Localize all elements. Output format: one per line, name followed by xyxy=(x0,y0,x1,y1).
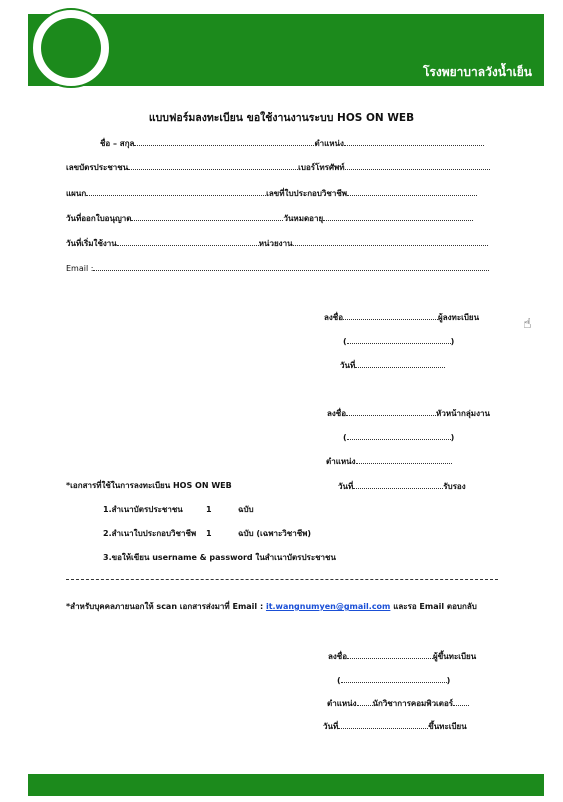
registrant-paren-close: ) xyxy=(450,337,455,346)
field-row-department xyxy=(66,186,477,200)
field-row-email xyxy=(66,261,489,273)
email-input[interactable] xyxy=(93,261,489,271)
registrar-position-label: ตำแหน่ง xyxy=(327,699,357,708)
registrar-date-row xyxy=(323,719,467,733)
registrant-sign-label: ลงชื่อ xyxy=(324,313,344,322)
head-name-row xyxy=(343,430,454,442)
registrant-name-input[interactable] xyxy=(347,334,451,344)
head-position-label: ตำแหน่ง xyxy=(326,457,356,466)
head-paren-close: ) xyxy=(450,433,455,442)
registrant-name-row xyxy=(343,334,454,346)
ministry-seal-icon xyxy=(31,8,111,88)
label-start-date: วันที่เริ่มใช้งาน xyxy=(66,239,117,248)
document-item-label: 1.สำเนาบัตรประชาชน xyxy=(103,505,183,514)
registrar-date-suffix: ขึ้นทะเบียน xyxy=(428,722,467,731)
registrar-date-label: วันที่ xyxy=(323,722,339,731)
registrar-sign-input[interactable] xyxy=(347,649,433,659)
registrant-date-input[interactable] xyxy=(355,358,445,368)
label-license-issue: วันที่ออกใบอนุญาต xyxy=(66,214,132,223)
license-issue-input[interactable] xyxy=(131,211,283,221)
registrant-sign-row xyxy=(324,310,479,324)
department-input[interactable] xyxy=(86,186,266,196)
hand-cursor-icon: ☝ xyxy=(523,316,532,332)
separator-line xyxy=(66,579,498,580)
unit-input[interactable] xyxy=(293,236,488,246)
label-position: ตำแหน่ง xyxy=(314,139,344,148)
contact-email-link[interactable]: it.wangnumyen@gmail.com xyxy=(265,602,391,611)
footer-bar xyxy=(28,774,544,796)
document-item-unit: ฉบับ xyxy=(238,505,254,514)
document-item-qty: 1 xyxy=(206,529,212,538)
label-phone: เบอร์โทรศัพท์ xyxy=(298,163,345,172)
head-sign-input[interactable] xyxy=(346,406,436,416)
registrar-date-input[interactable] xyxy=(338,719,428,729)
form-title: แบบฟอร์มลงทะเบียน ขอใช้งานงานระบบ HOS ON WEB xyxy=(148,112,415,124)
head-paren-open: ( xyxy=(343,433,347,442)
label-expiry: วันหมดอายุ xyxy=(283,214,324,223)
hospital-name: โรงพยาบาลวังน้ำเย็น xyxy=(422,65,532,79)
start-date-input[interactable] xyxy=(117,236,259,246)
document-item-2 xyxy=(103,527,311,540)
seal-emblem xyxy=(41,18,101,78)
label-unit: หน่วยงาน xyxy=(258,239,293,248)
field-row-start-date xyxy=(66,236,488,250)
registrant-date-label: วันที่ xyxy=(340,361,356,370)
document-item-label: 2.สำเนาใบประกอบวิชาชีพ xyxy=(103,529,197,538)
document-item-qty: 1 xyxy=(206,505,212,514)
label-email: Email : xyxy=(66,264,94,273)
registrar-paren-close: ) xyxy=(446,676,451,685)
registrant-sign-input[interactable] xyxy=(343,310,438,320)
head-date-row xyxy=(338,479,466,493)
field-row-license-issue xyxy=(66,211,473,225)
name-input[interactable] xyxy=(134,136,314,146)
document-item-1 xyxy=(103,503,254,516)
position-input[interactable] xyxy=(344,136,484,146)
head-position-input[interactable] xyxy=(356,454,452,464)
head-name-input[interactable] xyxy=(347,430,451,440)
outside-note xyxy=(66,600,477,613)
outside-note-suffix: และรอ Email ตอบกลับ xyxy=(393,602,477,611)
registrant-paren-open: ( xyxy=(343,337,347,346)
field-row-name xyxy=(100,136,484,150)
label-id-card: เลขบัตรประชาชน xyxy=(66,163,129,172)
registrar-paren-open: ( xyxy=(337,676,341,685)
registrar-position-lead xyxy=(357,696,373,706)
expiry-input[interactable] xyxy=(323,211,473,221)
field-row-id xyxy=(66,160,490,174)
registrar-role: ผู้ขึ้นทะเบียน xyxy=(433,652,477,661)
head-role: หัวหน้ากลุ่มงาน xyxy=(436,409,490,418)
head-sign-label: ลงชื่อ xyxy=(327,409,347,418)
registrar-position-row xyxy=(327,696,469,710)
registrar-position-trail xyxy=(453,696,469,706)
phone-input[interactable] xyxy=(345,160,490,170)
outside-note-prefix: *สำหรับบุคคลภายนอกให้ scan เอกสารส่งมาที่ Email : xyxy=(66,602,264,611)
head-position-row xyxy=(326,454,452,468)
registrant-role: ผู้ลงทะเบียน xyxy=(438,313,480,322)
registrar-name-row xyxy=(337,673,450,685)
head-certify: รับรอง xyxy=(443,482,466,491)
license-no-input[interactable] xyxy=(347,186,477,196)
documents-heading: *เอกสารที่ใช้ในการลงทะเบียน HOS ON WEB xyxy=(66,481,232,490)
document-item-3: 3.ขอให้เขียน username & password ในสำเนาบัตรประชาชน xyxy=(103,553,336,562)
registrar-sign-label: ลงชื่อ xyxy=(328,652,348,661)
label-department: แผนก xyxy=(66,189,87,198)
label-license-no: เลขที่ใบประกอบวิชาชีพ xyxy=(266,189,348,198)
registrant-date-row xyxy=(340,358,445,372)
registrar-name-input[interactable] xyxy=(341,673,447,683)
head-date-input[interactable] xyxy=(353,479,443,489)
head-date-label: วันที่ xyxy=(338,482,354,491)
document-item-unit: ฉบับ (เฉพาะวิชาชีพ) xyxy=(238,529,312,538)
id-card-input[interactable] xyxy=(128,160,298,170)
registrar-sign-row xyxy=(328,649,476,663)
head-sign-row xyxy=(327,406,490,420)
registrar-position-value: นักวิชาการคอมพิวเตอร์ xyxy=(372,699,454,708)
label-name: ชื่อ – สกุล xyxy=(100,139,135,148)
